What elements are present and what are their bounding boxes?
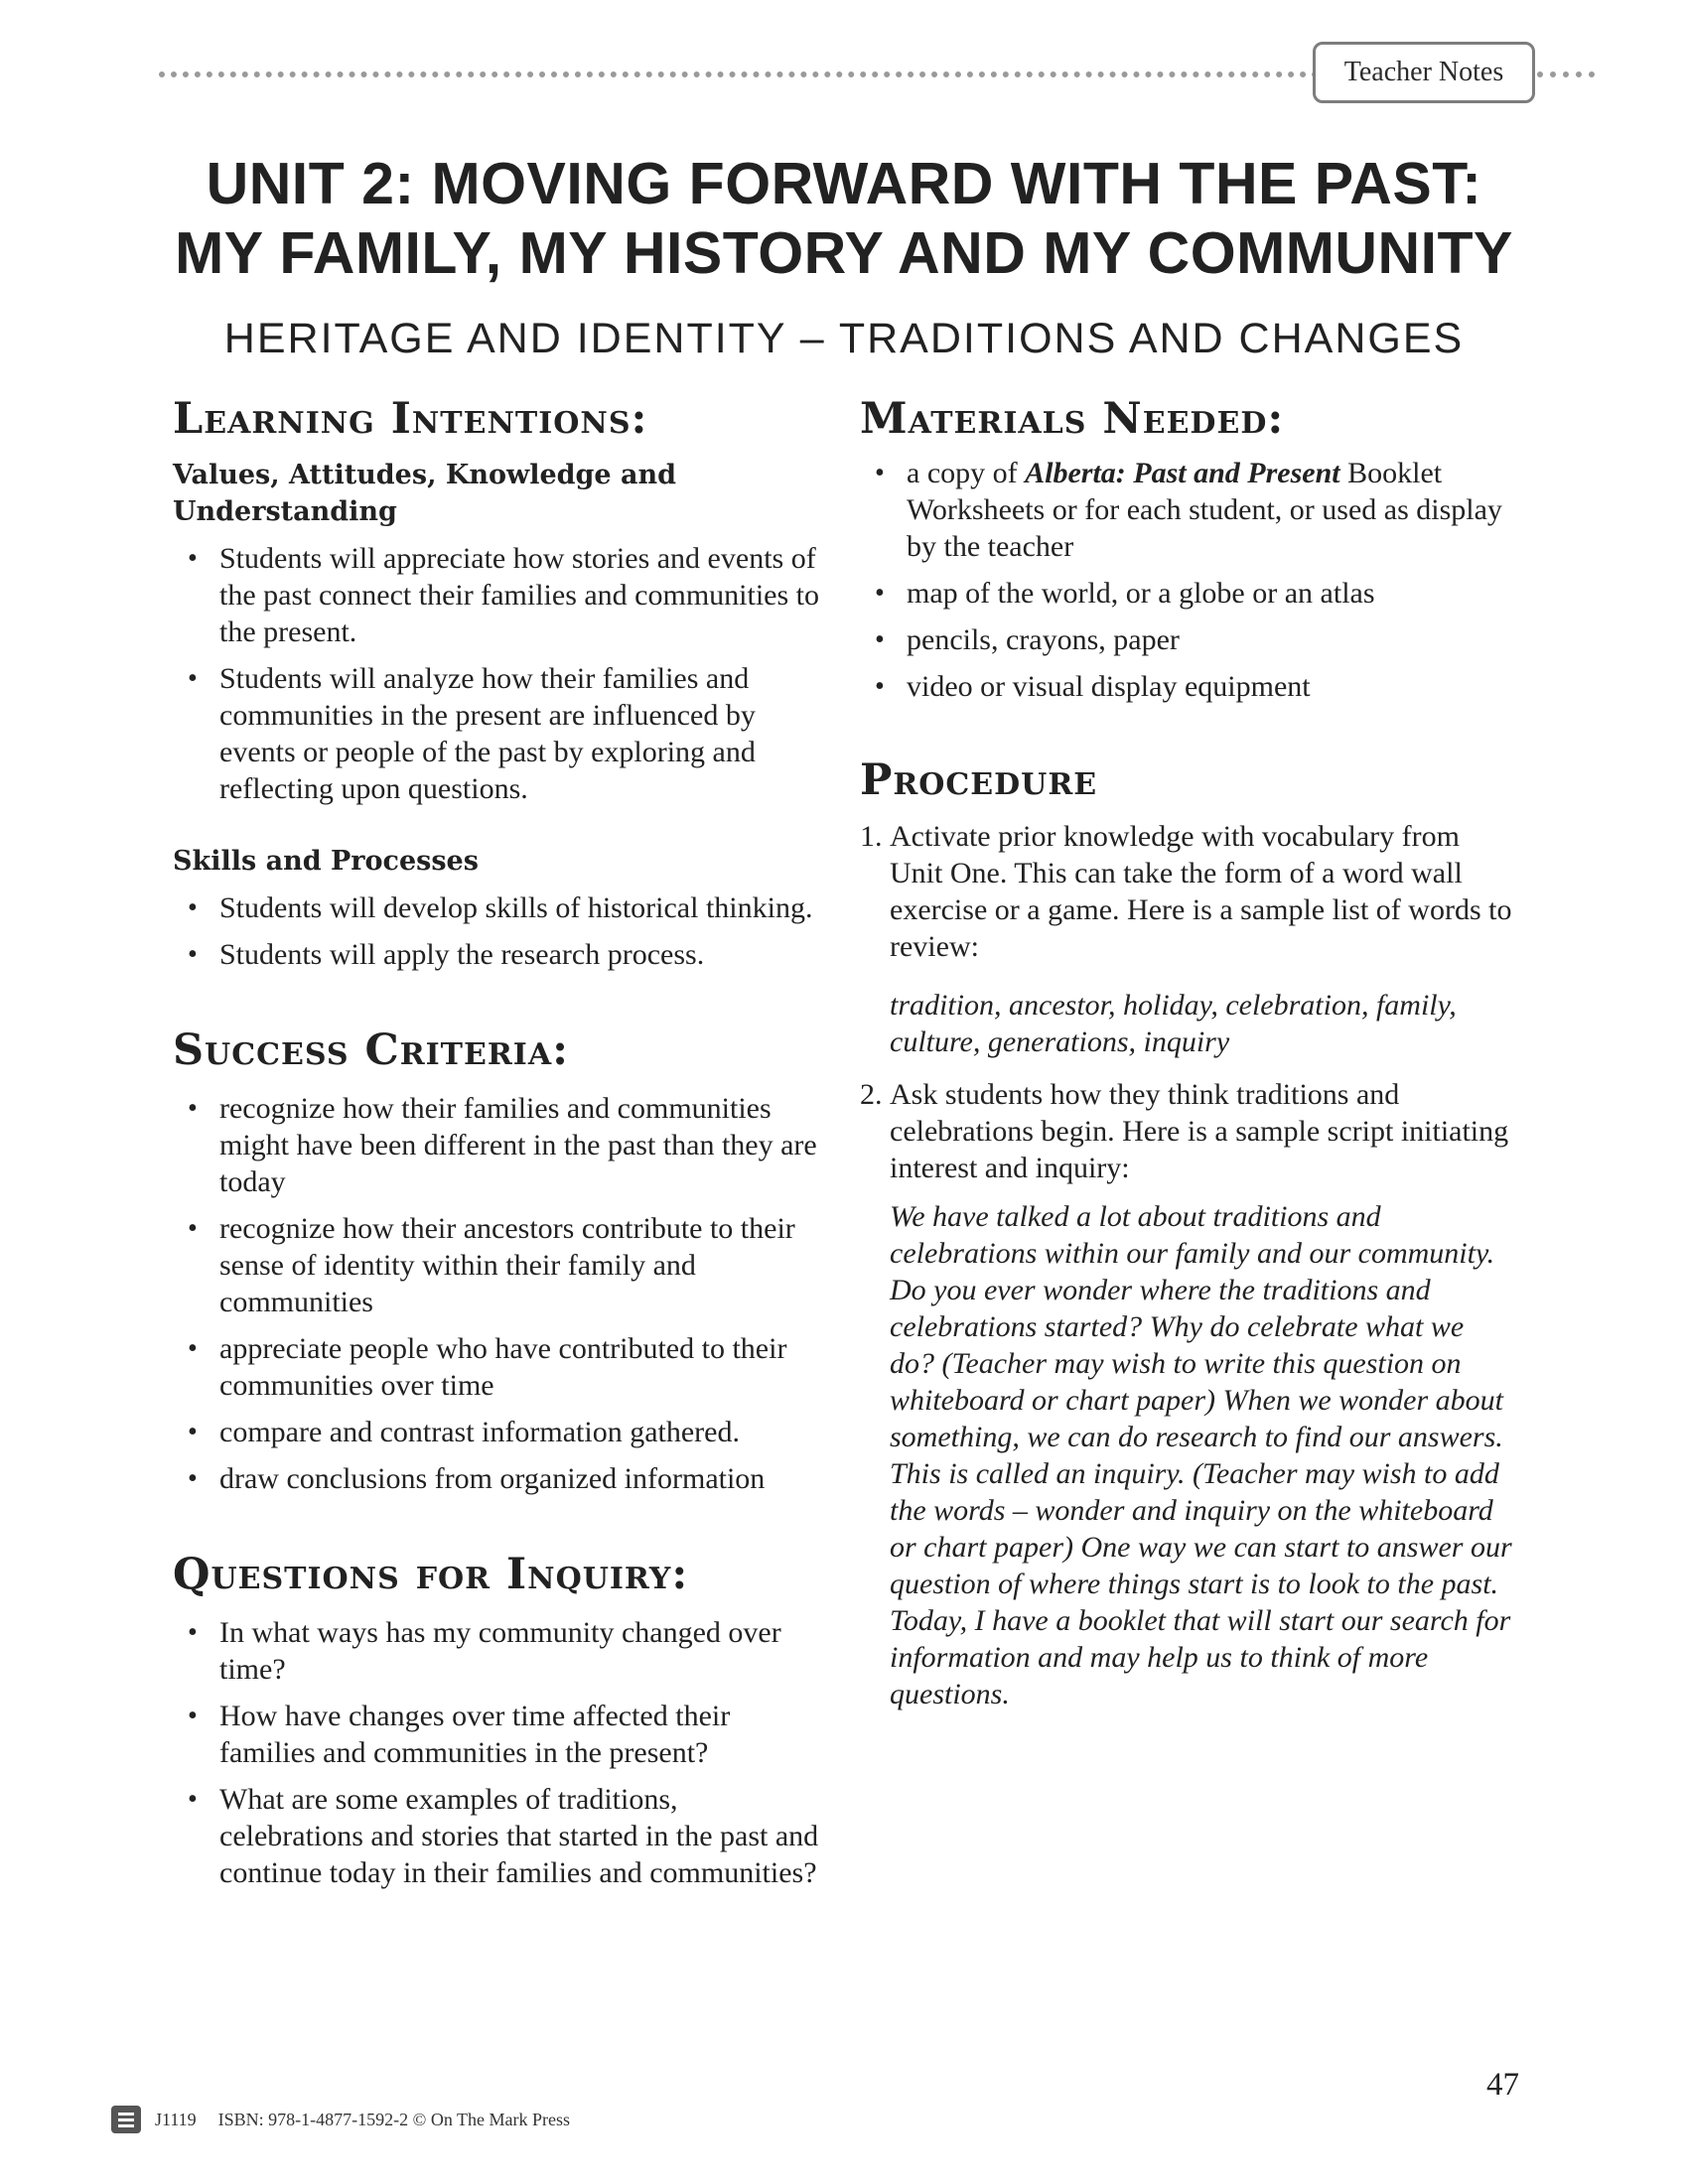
list-item: • map of the world, or a globe or an atlas bbox=[860, 575, 1515, 612]
page-title bbox=[99, 149, 1589, 288]
skills-subheading: Skills and Processes bbox=[173, 846, 479, 877]
header-dotted-rule-right bbox=[1537, 71, 1595, 77]
list-item: • What are some examples of traditions, celebrations and stories that started in the past and continue today in their families and communities? bbox=[173, 1781, 828, 1891]
values-list bbox=[173, 540, 828, 807]
isbn-text: ISBN: 978-1-4877-1592-2 © On The Mark Press bbox=[217, 2109, 570, 2129]
list-item: • compare and contrast information gathered. bbox=[173, 1414, 828, 1450]
page-number: 47 bbox=[1486, 2067, 1519, 2103]
step-text: Ask students how they think traditions and celebrations begin. Here is a sample script initiating interest and inquiry: bbox=[890, 1078, 1509, 1184]
list-item: • Students will apply the research process. bbox=[173, 936, 828, 973]
materials-item-suffix: Booklet Worksheets or for each student, or used as display by the teacher bbox=[907, 457, 1502, 563]
list-item: • recognize how their ancestors contribute to their sense of identity within their family and communities bbox=[173, 1210, 828, 1320]
values-subheading: Values, Attitudes, Knowledge and Understanding bbox=[173, 460, 676, 527]
title-line-2: MY FAMILY, MY HISTORY AND MY COMMUNITY bbox=[175, 220, 1513, 286]
list-item: • appreciate people who have contributed to their communities over time bbox=[173, 1330, 828, 1404]
sample-script: We have talked a lot about traditions and celebrations within our family and our community. Do you ever wonder where the traditions and celebrations started? Why do celebrate what we do? (Teacher may wish to write this question on whiteboard or chart paper) When we wonder about something, we can do research to find our answers. This is called an inquiry. (Teacher may wish to add the words – wonder and inquiry on the whiteboard or chart paper) One way we can start to answer our question of where things start is to look to the past. Today, I have a booklet that will start our search for information and may help us to think of more questions. bbox=[890, 1200, 1512, 1710]
left-column bbox=[173, 393, 828, 1901]
list-item: • Students will appreciate how stories and events of the past connect their families and communities to the present. bbox=[173, 540, 828, 650]
list-item: • Students will develop skills of historical thinking. bbox=[173, 889, 828, 926]
list-item: • How have changes over time affected their families and communities in the present? bbox=[173, 1698, 828, 1771]
product-code: J1119 bbox=[155, 2109, 197, 2129]
list-item bbox=[860, 455, 1515, 565]
list-item: • draw conclusions from organized information bbox=[173, 1460, 828, 1497]
header-dotted-rule-left bbox=[159, 71, 1319, 77]
page-subtitle: HERITAGE AND IDENTITY – TRADITIONS AND CHANGES bbox=[223, 315, 1465, 362]
success-criteria-list bbox=[173, 1090, 828, 1497]
materials-list bbox=[860, 455, 1515, 705]
list-item: • In what ways has my community changed over time? bbox=[173, 1614, 828, 1688]
success-criteria-heading: Success Criteria: bbox=[173, 1025, 569, 1075]
title-line-1: UNIT 2: MOVING FORWARD WITH THE PAST: bbox=[206, 151, 1482, 216]
step-text: Activate prior knowledge with vocabulary from Unit One. This can take the form of a word wall exercise or a game. Here is a sample list of words to review: bbox=[890, 820, 1512, 963]
learning-intentions-heading: Learning Intentions: bbox=[173, 394, 648, 444]
book-icon bbox=[111, 2106, 141, 2133]
list-item: • recognize how their families and communities might have been different in the past than they are today bbox=[173, 1090, 828, 1200]
procedure-step-2 bbox=[860, 1076, 1515, 1186]
materials-item-prefix: a copy of bbox=[907, 457, 1026, 489]
booklet-title: Alberta: Past and Present bbox=[1025, 457, 1340, 489]
materials-needed-heading: Materials Needed: bbox=[860, 394, 1285, 444]
procedure-heading: Procedure bbox=[860, 755, 1098, 805]
questions-for-inquiry-heading: Questions for Inquiry: bbox=[173, 1550, 689, 1599]
skills-list bbox=[173, 889, 828, 973]
vocabulary-list: tradition, ancestor, holiday, celebration, family, culture, generations, inquiry bbox=[890, 989, 1457, 1058]
list-item: • Students will analyze how their families and communities in the present are influenced by events or people of the past by exploring and reflecting upon questions. bbox=[173, 660, 828, 807]
teacher-notes-tab: Teacher Notes bbox=[1313, 42, 1535, 103]
list-item: • pencils, crayons, paper bbox=[860, 621, 1515, 658]
footer bbox=[111, 2103, 570, 2136]
procedure-step-1 bbox=[860, 818, 1515, 965]
step-number: 1. bbox=[860, 820, 883, 853]
questions-list bbox=[173, 1614, 828, 1891]
step-number: 2. bbox=[860, 1078, 883, 1111]
right-column bbox=[860, 393, 1515, 1712]
list-item: • video or visual display equipment bbox=[860, 668, 1515, 705]
